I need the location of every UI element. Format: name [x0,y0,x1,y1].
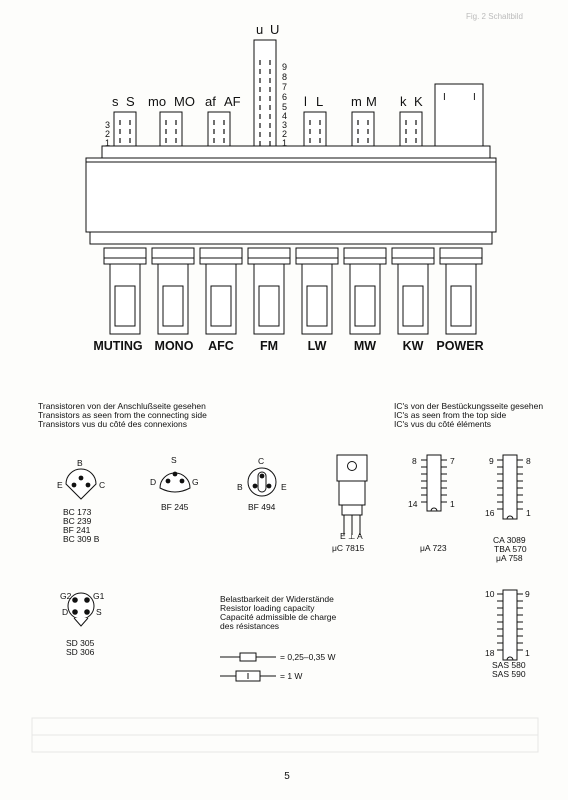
transistor-bf245 [160,472,190,492]
transistor-type-bc309b: BC 309 B [63,534,100,544]
band-number-3: 3 [282,120,288,130]
fet-type-sd306: SD 306 [66,647,95,657]
left-number-1: 1 [105,138,111,148]
ic-sas580 [497,590,523,660]
power-mark-right: I [473,92,476,103]
contact-housing-m [352,112,374,146]
contact-label-s: s [112,94,119,109]
contact-housing-s [114,112,136,146]
regulator-7815 [337,455,367,535]
contact-label-U: U [270,22,280,37]
ic-name-sas580: SAS 580 [492,660,526,670]
contact-housing-l [304,112,326,146]
left-number-2: 2 [105,129,111,139]
ic723-pin-14: 14 [408,499,418,509]
contact-label-M: M [366,94,377,109]
key-label-fm: FM [259,339,279,353]
transistor-heading-fr: Transistors vus du côté des connexions [38,419,187,429]
transistor-type-bc173: BC 173 [63,507,92,517]
fet-pin-d: D [62,607,69,617]
regulator-name: μC 7815 [332,543,365,553]
band-number-1: 1 [282,138,288,148]
key-power [440,248,482,334]
ic3089-pin-8: 8 [526,456,531,466]
resistor-rating-small: = 0,25–0,35 W [280,652,336,662]
pin-label-e: E [57,480,63,490]
contact-label-S: S [126,94,135,109]
resistor-rating-large: = 1 W [280,671,303,681]
resistor-heading-fr2: des résistances [220,621,280,631]
key-afc [200,248,242,334]
contact-label-mo: mo [148,94,167,109]
contact-label-MO: MO [174,94,195,109]
fet-type-sd305: SD 305 [66,638,95,648]
key-label-kw: KW [402,339,424,353]
bleed-through [32,718,538,752]
resistor-heading-en: Resistor loading capacity [220,603,315,613]
pin-label-b: B [77,458,83,468]
page-number: 5 [284,771,290,782]
contact-housing-k [400,112,422,146]
contact-label-K: K [414,94,423,109]
transistor-type-bf494: BF 494 [248,502,276,512]
ic3089-pin-9: 9 [489,456,494,466]
ic-name-tba570: TBA 570 [494,544,527,554]
ic580-pin-1: 1 [525,648,530,658]
pin-label-d: D [150,477,157,487]
contact-label-l: l [304,94,307,109]
contact-strip [102,146,490,158]
ic580-pin-10: 10 [485,589,495,599]
key-kw [392,248,434,334]
band-number-4: 4 [282,111,288,121]
key-label-mono: MONO [154,339,194,353]
transistor-bf494 [248,468,276,496]
ic-heading-en: IC's as seen from the top side [394,410,507,420]
ic-name-ca3089: CA 3089 [493,535,526,545]
ic723-pin-7: 7 [450,456,455,466]
fet-sd305 [68,593,94,626]
ic3089-pin-1: 1 [526,508,531,518]
fet-pin-s: S [96,607,102,617]
switch-base [90,232,492,244]
ic-ca3089 [497,455,523,519]
ic-name-sas590: SAS 590 [492,669,526,679]
contact-label-af: af [205,94,216,109]
ic580-pin-18: 18 [485,648,495,658]
transistor-heading-de: Transistoren von der Anschlußseite gesehen [38,401,206,411]
resistor-heading-fr1: Capacité admissible de charge [220,612,337,622]
contact-label-L: L [316,94,324,109]
regulator-pin-a: A [357,531,363,541]
regulator-pin-e: E [340,531,346,541]
key-muting [104,248,146,334]
pin-label-c: C [99,480,106,490]
ic-name-ua723: μA 723 [420,543,447,553]
transistor-heading-en: Transistors as seen from the connecting side [38,410,207,420]
left-number-3: 3 [105,120,111,130]
pin-label-b2: B [237,482,243,492]
contact-label-m: m [351,94,362,109]
contact-label-u: u [256,22,264,37]
transistor-type-bc239: BC 239 [63,516,92,526]
pin-label-g: G [192,477,199,487]
ic580-pin-9: 9 [525,589,530,599]
band-number-5: 5 [282,102,288,112]
key-label-mw: MW [353,339,377,353]
key-label-lw: LW [307,339,327,353]
band-number-7: 7 [282,82,288,92]
resistor-small [220,653,276,661]
contact-housings [114,40,422,146]
ic3089-pin-16: 16 [485,508,495,518]
key-lw [296,248,338,334]
key-label-afc: AFC [208,339,234,353]
contact-housing-af [208,112,230,146]
contact-label-AF: AF [224,94,241,109]
power-mark-left: I [443,92,446,103]
band-number-9: 9 [282,62,288,72]
key-mono [152,248,194,334]
fet-pin-g1: G1 [93,591,105,601]
transistor-bc173 [66,469,96,499]
pin-label-e2: E [281,482,287,492]
push-keys [104,248,482,334]
pin-label-s: S [171,455,177,465]
key-label-power: POWER [436,339,484,353]
header-ref: Fig. 2 Schaltbild [466,12,523,21]
contact-housing-u [254,40,276,146]
transistor-type-bf241: BF 241 [63,525,91,535]
ic-heading-fr: IC's vus du côté éléments [394,419,492,429]
ic-name-ua758: μA 758 [496,553,523,563]
resistor-heading-de: Belastbarkeit der Widerstände [220,594,334,604]
resistor-large [220,671,276,681]
key-mw [344,248,386,334]
switch-body [86,158,496,232]
band-number-2: 2 [282,129,288,139]
key-fm [248,248,290,334]
contact-label-k: k [400,94,407,109]
contact-housing-mo [160,112,182,146]
key-label-muting: MUTING [93,339,143,353]
ic-heading-de: IC's von der Bestückungsseite gesehen [394,401,544,411]
transistor-type-bf245: BF 245 [161,502,189,512]
band-number-6: 6 [282,92,288,102]
band-number-8: 8 [282,72,288,82]
regulator-pin-ground: ⊥ [348,531,356,541]
ic723-pin-8: 8 [412,456,417,466]
fet-pin-g2: G2 [60,591,72,601]
pin-label-c2: C [258,456,265,466]
ic723-pin-1: 1 [450,499,455,509]
ic-ua723 [421,455,447,511]
